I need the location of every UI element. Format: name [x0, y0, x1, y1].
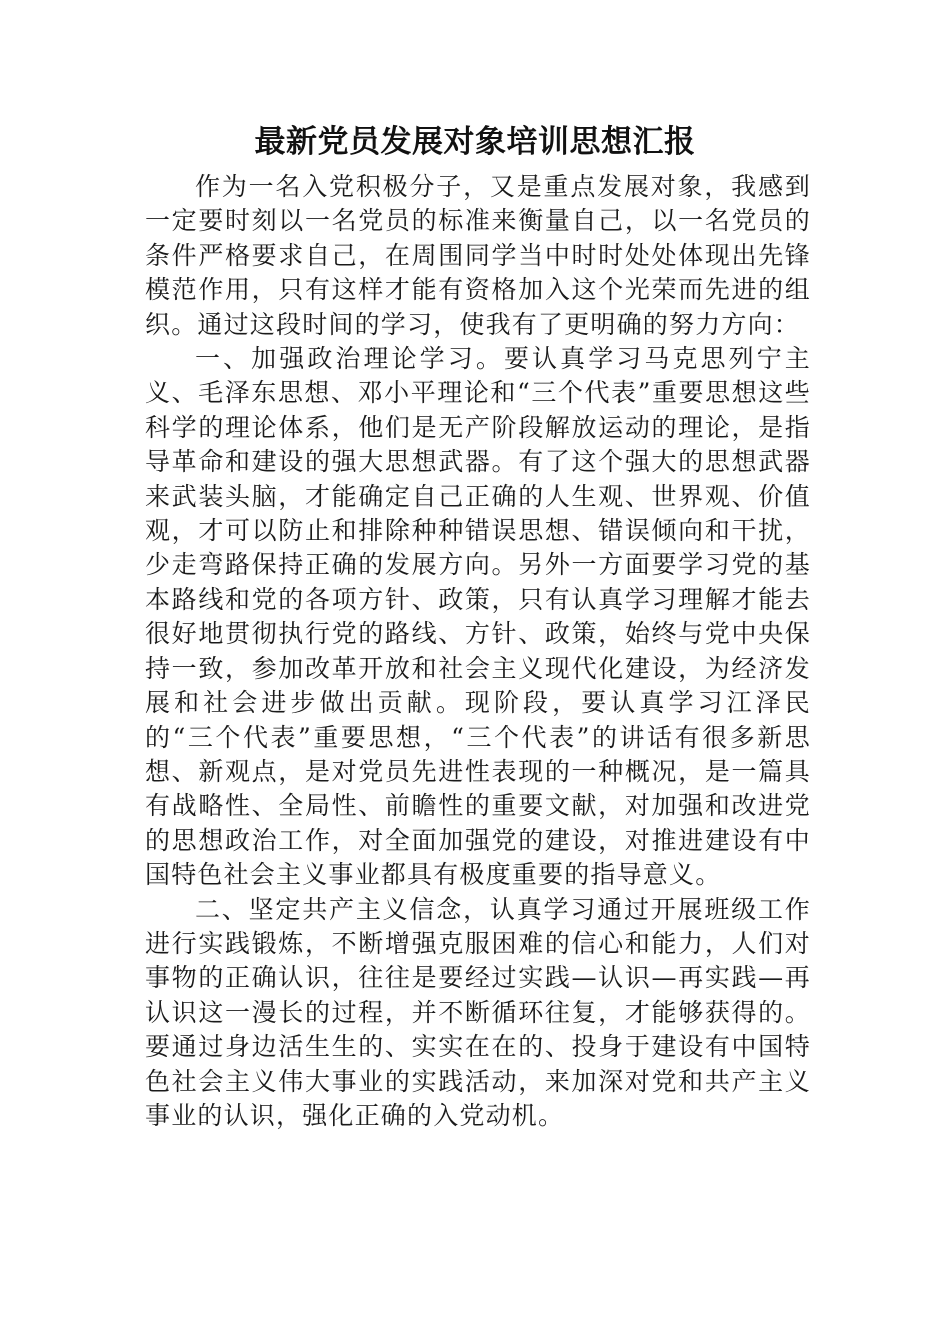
document-title: 最新党员发展对象培训思想汇报 — [254, 124, 696, 160]
paragraph-intro: 作为一名入党积极分子，又是重点发展对象，我感到一定要时刻以一名党员的标准来衡量自己，以一名党员的条件严格要求自己，在周围同学当中时时处处体现出先锋模范作用，只有这样才能有资格加入这个光荣而先进的组织。通过这段时间的学习，使我有了更明确的努力方向： — [145, 172, 811, 339]
paragraph-point-two: 二、坚定共产主义信念，认真学习通过开展班级工作进行实践锻炼，不断增强克服困难的信心和能力，人们对事物的正确认识，往往是要经过实践—认识—再实践—再认识这一漫长的过程，并不断循环往复，才能够获得的。要通过身边活生生的、实实在在的、投身于建设有中国特色社会主义伟大事业的实践活动，来加深对党和共产主义事业的认识，强化正确的入党动机。 — [145, 894, 811, 1130]
document-body — [145, 170, 811, 1133]
paragraph-point-one: 一、加强政治理论学习。要认真学习马克思列宁主义、毛泽东思想、邓小平理论和“三个代表”重要思想这些科学的理论体系，他们是无产阶段解放运动的理论，是指导革命和建设的强大思想武器。有了这个强大的思想武器来武装头脑，才能确定自己正确的人生观、世界观、价值观，才可以防止和排除种种错误思想、错误倾向和干扰，少走弯路保持正确的发展方向。另外一方面要学习党的基本路线和党的各项方针、政策，只有认真学习理解才能去很好地贯彻执行党的路线、方针、政策，始终与党中央保持一致，参加改革开放和社会主义现代化建设，为经济发展和社会进步做出贡献。现阶段，要认真学习江泽民的“三个代表”重要思想，“三个代表”的讲话有很多新思想、新观点，是对党员先进性表现的一种概况，是一篇具有战略性、全局性、前瞻性的重要文献，对加强和改进党的思想政治工作，对全面加强党的建设，对推进建设有中国特色社会主义事业都具有极度重要的指导意义。 — [145, 344, 811, 890]
